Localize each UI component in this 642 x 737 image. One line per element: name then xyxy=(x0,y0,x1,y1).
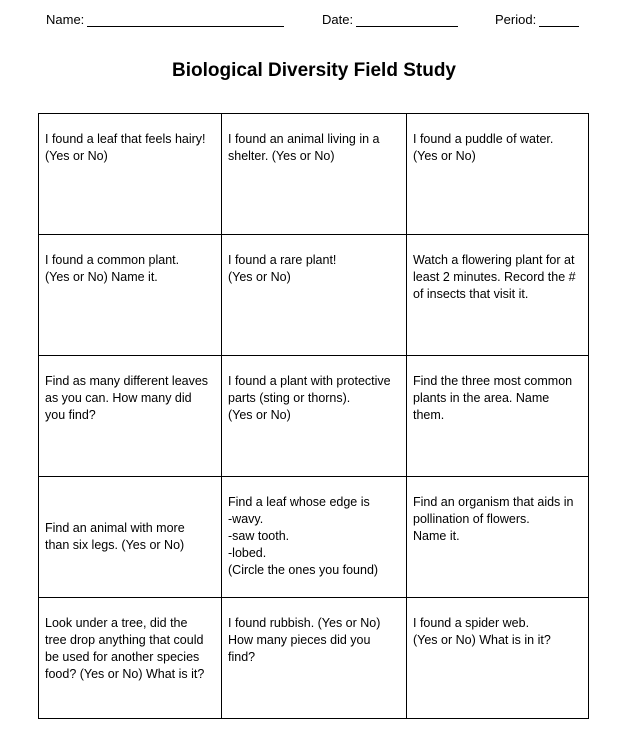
grid-cell xyxy=(407,598,589,719)
period-field[interactable] xyxy=(495,12,579,27)
name-field[interactable] xyxy=(46,12,284,27)
cell-text-line: parts (sting or thorns). xyxy=(228,391,351,405)
grid-cell xyxy=(39,598,222,719)
grid-cell xyxy=(407,477,589,598)
cell-text-line: Watch a flowering plant for at xyxy=(413,253,575,267)
cell-text-line: Find an organism that aids in xyxy=(413,495,574,509)
grid-cell xyxy=(407,235,589,356)
date-label: Date: xyxy=(322,12,354,27)
cell-text-line: (Yes or No) xyxy=(228,408,291,422)
worksheet-header xyxy=(0,12,642,32)
cell-text-line: plants in the area. Name xyxy=(413,391,550,405)
grid-cell xyxy=(222,114,407,235)
grid-cell xyxy=(222,477,407,598)
page-title: Biological Diversity Field Study xyxy=(171,60,456,81)
cell-text-line: Find a leaf whose edge is xyxy=(228,495,370,509)
cell-text-line: -lobed. xyxy=(228,546,267,560)
cell-text-line: I found a leaf that feels hairy! xyxy=(45,132,206,146)
cell-text-line: shelter. (Yes or No) xyxy=(228,149,335,163)
date-blank-line[interactable] xyxy=(356,12,458,27)
cell-text-line: Find an animal with more xyxy=(45,521,185,535)
grid-cell xyxy=(222,235,407,356)
grid-row xyxy=(39,477,589,598)
cell-text-line: Find as many different leaves xyxy=(45,374,209,388)
cell-text-line: (Circle the ones you found) xyxy=(228,563,379,577)
cell-text-line: (Yes or No) xyxy=(413,149,476,163)
grid-cell xyxy=(222,598,407,719)
grid-cell xyxy=(39,114,222,235)
grid-row xyxy=(39,356,589,477)
date-field[interactable] xyxy=(322,12,458,27)
cell-text-line: I found rubbish. (Yes or No) xyxy=(228,616,381,630)
cell-text-line: as you can. How many did xyxy=(45,391,192,405)
period-label: Period: xyxy=(495,12,537,27)
name-label: Name: xyxy=(46,12,85,27)
cell-text-line: (Yes or No) xyxy=(228,270,291,284)
cell-text-line: be used for another species xyxy=(45,650,200,664)
cell-text-line: tree drop anything that could xyxy=(45,633,204,647)
grid-cell xyxy=(39,235,222,356)
cell-text-line: How many pieces did you xyxy=(228,633,371,647)
cell-text-line: of insects that visit it. xyxy=(413,287,529,301)
grid-cell xyxy=(222,356,407,477)
cell-text-line: (Yes or No) Name it. xyxy=(45,270,158,284)
cell-text-line: I found a puddle of water. xyxy=(413,132,554,146)
cell-text-line: I found an animal living in a xyxy=(228,132,380,146)
grid-row xyxy=(39,235,589,356)
cell-text-line: find? xyxy=(228,650,256,664)
grid-row xyxy=(39,598,589,719)
cell-text-line: you find? xyxy=(45,408,96,422)
cell-text-line: -saw tooth. xyxy=(228,529,290,543)
grid-cell xyxy=(39,356,222,477)
cell-text-line: Name it. xyxy=(413,529,460,543)
cell-text-line: (Yes or No) xyxy=(45,149,108,163)
cell-text-line: than six legs. (Yes or No) xyxy=(45,538,185,552)
cell-text-line: Look under a tree, did the xyxy=(45,616,188,630)
cell-text-line: I found a plant with protective xyxy=(228,374,391,388)
cell-text-line: I found a common plant. xyxy=(45,253,180,267)
cell-text-line: least 2 minutes. Record the # xyxy=(413,270,576,284)
cell-text-line: -wavy. xyxy=(228,512,264,526)
grid-cell xyxy=(407,114,589,235)
cell-text-line: pollination of flowers. xyxy=(413,512,530,526)
cell-text-line: I found a spider web. xyxy=(413,616,530,630)
cell-text-line: them. xyxy=(413,408,445,422)
grid-cell xyxy=(407,356,589,477)
field-study-grid xyxy=(38,113,589,719)
name-blank-line[interactable] xyxy=(87,12,284,27)
cell-text-line: Find the three most common xyxy=(413,374,573,388)
cell-text-line: food? (Yes or No) What is it? xyxy=(45,667,205,681)
grid-row xyxy=(39,114,589,235)
grid-cell xyxy=(39,477,222,598)
cell-text-line: I found a rare plant! xyxy=(228,253,337,267)
period-blank-line[interactable] xyxy=(539,12,579,27)
cell-text-line: (Yes or No) What is in it? xyxy=(413,633,551,647)
